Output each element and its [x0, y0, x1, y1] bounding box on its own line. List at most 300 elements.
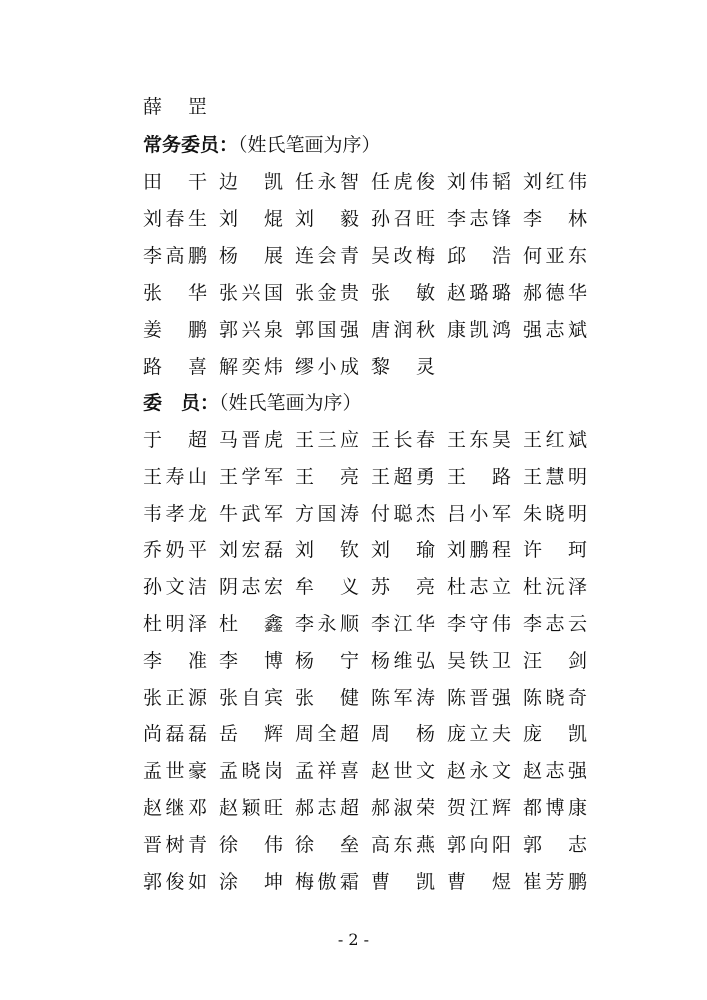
name-character: 强	[523, 319, 543, 341]
name-character: 夫	[491, 723, 511, 746]
name-character: 瑜	[415, 539, 435, 562]
member-name	[371, 462, 435, 492]
member-name	[143, 241, 207, 271]
member-name	[295, 241, 359, 271]
name-character: 吴	[447, 649, 467, 672]
name-character: 文	[165, 576, 185, 599]
name-character: 聪	[393, 502, 413, 525]
members-heading-line	[143, 388, 362, 418]
name-character: 任	[371, 171, 391, 193]
name-character: 姜	[143, 319, 163, 341]
member-name	[295, 756, 359, 786]
member-name	[523, 793, 587, 823]
name-character: 锋	[491, 208, 511, 230]
name-character: 永	[317, 171, 337, 193]
name-character: 华	[187, 282, 207, 304]
name-character: 王	[447, 429, 467, 451]
name-character: 文	[491, 760, 511, 783]
member-name	[219, 609, 283, 639]
name-character: 牛	[219, 502, 239, 525]
name-character: 杨	[371, 649, 391, 672]
name-character: 泽	[567, 576, 587, 599]
name-character: 明	[567, 502, 587, 525]
member-name	[219, 793, 283, 823]
name-character: 邱	[447, 245, 467, 267]
name-character: 鸿	[491, 319, 511, 341]
member-name	[219, 499, 283, 529]
name-character: 改	[393, 245, 413, 267]
name-character: 明	[165, 613, 185, 635]
name-character: 涂	[219, 870, 239, 893]
name-character: 高	[165, 245, 185, 267]
name-character: 守	[469, 613, 489, 635]
name-character: 晓	[241, 760, 261, 783]
member-name	[219, 352, 283, 382]
name-character: 任	[295, 171, 315, 193]
name-character: 勇	[415, 465, 435, 488]
name-character: 德	[545, 282, 565, 304]
name-character: 霜	[339, 870, 359, 893]
name-character: 向	[469, 833, 489, 856]
name-character: 顺	[339, 613, 359, 635]
member-name	[523, 204, 587, 234]
name-character: 祥	[317, 760, 337, 783]
name-character: 晋	[241, 429, 261, 451]
name-character: 刘	[447, 539, 467, 562]
standing-committee-heading: 常务委员：	[143, 134, 239, 156]
member-name	[143, 867, 207, 897]
name-character: 贺	[447, 797, 467, 819]
name-character: 岳	[219, 723, 239, 746]
name-character: 梅	[295, 870, 315, 893]
member-name	[295, 535, 359, 565]
member-name	[295, 830, 359, 860]
member-name	[295, 278, 359, 308]
member-name	[219, 167, 283, 197]
name-character: 郭	[447, 833, 467, 856]
name-character: 贵	[339, 282, 359, 304]
name-character: 喜	[187, 356, 207, 378]
name-character: 小	[469, 502, 489, 525]
name-character: 三	[317, 429, 337, 451]
name-character: 郝	[371, 797, 391, 819]
name-character: 都	[523, 797, 543, 819]
name-character: 源	[187, 686, 207, 709]
name-character: 辉	[263, 723, 283, 746]
name-character: 苏	[371, 576, 391, 599]
name-character: 立	[469, 723, 489, 746]
name-character: 李	[447, 208, 467, 230]
name-character: 阴	[219, 576, 239, 599]
name-character: 秋	[415, 319, 435, 341]
name-character: 博	[545, 797, 565, 819]
name-character: 凯	[415, 870, 435, 893]
name-character: 义	[339, 576, 359, 599]
name-character: 鑫	[263, 613, 283, 635]
name-character: 徐	[219, 833, 239, 856]
name-character: 晋	[469, 686, 489, 709]
name-character: 王	[371, 465, 391, 488]
name-character: 俊	[165, 870, 185, 893]
member-name	[219, 572, 283, 602]
member-name	[371, 278, 435, 308]
name-character: 金	[317, 282, 337, 304]
name-character: 博	[263, 649, 283, 672]
name-character: 傲	[317, 870, 337, 893]
name-character: 王	[447, 465, 467, 488]
name-character: 永	[469, 760, 489, 783]
name-character: 路	[143, 356, 163, 378]
name-character: 卫	[491, 649, 511, 672]
name-character: 陈	[447, 686, 467, 709]
name-character: 芳	[545, 870, 565, 893]
name-character: 全	[317, 723, 337, 746]
name-character: 军	[491, 502, 511, 525]
name-character: 奕	[241, 356, 261, 378]
page-number: - 2 -	[337, 930, 370, 949]
name-character: 刘	[219, 539, 239, 562]
name-character: 继	[165, 797, 185, 819]
name-character: 杜	[523, 576, 543, 599]
name-character: 准	[187, 649, 207, 672]
name-character: 燕	[415, 833, 435, 856]
member-name	[371, 425, 435, 455]
name-character: 曹	[371, 870, 391, 893]
name-character: 连	[295, 245, 315, 267]
name-character: 张	[295, 686, 315, 709]
name-character: 刘	[523, 171, 543, 193]
intro-name	[143, 92, 207, 122]
name-character: 付	[371, 502, 391, 525]
name-character: 成	[339, 356, 359, 378]
name-character: 毅	[339, 208, 359, 230]
name-character: 凯	[567, 723, 587, 746]
member-name	[143, 572, 207, 602]
member-name	[143, 278, 207, 308]
member-name	[371, 352, 435, 382]
name-character: 应	[339, 429, 359, 451]
member-name	[219, 204, 283, 234]
member-name	[371, 315, 435, 345]
member-name	[143, 609, 207, 639]
name-character: 沅	[545, 576, 565, 599]
members-heading: 委 员：	[143, 392, 220, 414]
member-name	[219, 278, 283, 308]
name-character: 郭	[219, 319, 239, 341]
member-name	[143, 830, 207, 860]
name-character: 李	[523, 613, 543, 635]
standing-committee-heading-line	[143, 130, 381, 160]
name-character: 长	[393, 429, 413, 451]
name-character: 炜	[263, 356, 283, 378]
name-character: 东	[469, 429, 489, 451]
name-character: 李	[523, 208, 543, 230]
name-character: 弘	[415, 649, 435, 672]
member-name	[523, 867, 587, 897]
name-character: 王	[523, 429, 543, 451]
name-character: 孟	[295, 760, 315, 783]
name-character: 健	[339, 686, 359, 709]
member-name	[295, 646, 359, 676]
member-name	[219, 462, 283, 492]
member-name	[371, 830, 435, 860]
name-character: 张	[371, 282, 391, 304]
name-character: 刘	[295, 208, 315, 230]
name-character: 赵	[371, 760, 391, 783]
name-character: 解	[219, 356, 239, 378]
member-name	[371, 241, 435, 271]
member-name	[219, 241, 283, 271]
name-character: 志	[241, 576, 261, 599]
member-name	[219, 535, 283, 565]
member-name	[295, 867, 359, 897]
name-character: 永	[317, 613, 337, 635]
name-character: 赵	[143, 797, 163, 819]
member-name	[143, 756, 207, 786]
member-name	[523, 278, 587, 308]
member-name	[295, 719, 359, 749]
member-name	[447, 241, 511, 271]
member-name	[371, 719, 435, 749]
member-name	[143, 646, 207, 676]
name-character: 吕	[447, 502, 467, 525]
name-character: 王	[523, 465, 543, 488]
member-name	[143, 352, 207, 382]
name-character: 康	[567, 797, 587, 819]
member-name	[447, 499, 511, 529]
name-character: 周	[371, 723, 391, 746]
name-character: 亮	[415, 576, 435, 599]
name-character: 宁	[339, 649, 359, 672]
name-character: 平	[187, 539, 207, 562]
name-character: 志	[317, 797, 337, 819]
name-character: 干	[187, 171, 207, 193]
name-character: 军	[263, 502, 283, 525]
member-name	[371, 572, 435, 602]
name-character: 涛	[415, 686, 435, 709]
name-character: 梅	[415, 245, 435, 267]
standing-committee-note: （姓氏笔画为序）	[238, 134, 381, 156]
name-character: 郭	[295, 319, 315, 341]
name-character: 灵	[415, 356, 435, 378]
name-character: 宾	[263, 686, 283, 709]
name-character: 孙	[371, 208, 391, 230]
name-character: 宏	[241, 539, 261, 562]
member-name	[143, 793, 207, 823]
name-character: 孟	[219, 760, 239, 783]
name-character: 慧	[545, 465, 565, 488]
name-character: 阳	[491, 833, 511, 856]
member-name	[523, 572, 587, 602]
member-name	[219, 646, 283, 676]
name-character: 尚	[143, 723, 163, 746]
name-character: 岗	[263, 760, 283, 783]
name-character: 刘	[295, 539, 315, 562]
name-character: 志	[545, 613, 565, 635]
name-character: 颖	[241, 797, 261, 819]
name-character: 杰	[415, 502, 435, 525]
name-character: 赵	[447, 282, 467, 304]
name-character: 召	[393, 208, 413, 230]
name-character: 赵	[219, 797, 239, 819]
name-character: 鹏	[469, 539, 489, 562]
name-character: 伟	[491, 613, 511, 635]
name-character: 韬	[491, 171, 511, 193]
member-name	[371, 535, 435, 565]
name-character: 张	[219, 282, 239, 304]
name-character: 旺	[263, 797, 283, 819]
member-name	[447, 867, 511, 897]
name-character: 国	[317, 502, 337, 525]
name-character: 邓	[187, 797, 207, 819]
name-character: 文	[415, 760, 435, 783]
member-name	[371, 499, 435, 529]
member-name	[371, 793, 435, 823]
name-character: 强	[339, 319, 359, 341]
name-character: 郝	[295, 797, 315, 819]
name-character: 树	[165, 833, 185, 856]
name-character: 志	[567, 833, 587, 856]
name-character: 罡	[187, 96, 207, 118]
member-name	[523, 830, 587, 860]
member-name	[371, 867, 435, 897]
name-character: 杜	[219, 613, 239, 635]
name-character: 兴	[241, 282, 261, 304]
member-name	[371, 204, 435, 234]
name-character: 璐	[469, 282, 489, 304]
member-name	[143, 425, 207, 455]
name-character: 伟	[567, 171, 587, 193]
name-character: 李	[447, 613, 467, 635]
name-character: 涛	[339, 502, 359, 525]
member-name	[523, 241, 587, 271]
name-character: 会	[317, 245, 337, 267]
name-character: 军	[393, 686, 413, 709]
member-name	[523, 683, 587, 713]
name-character: 鹏	[187, 245, 207, 267]
member-name	[295, 315, 359, 345]
member-name	[371, 683, 435, 713]
name-character: 陈	[371, 686, 391, 709]
name-character: 泽	[187, 613, 207, 635]
name-character: 江	[469, 797, 489, 819]
name-character: 李	[143, 245, 163, 267]
member-name	[143, 535, 207, 565]
member-name	[447, 535, 511, 565]
name-character: 汪	[523, 649, 543, 672]
member-name	[219, 425, 283, 455]
name-character: 赵	[523, 760, 543, 783]
name-character: 志	[469, 576, 489, 599]
member-name	[523, 535, 587, 565]
name-character: 亮	[339, 465, 359, 488]
member-name	[447, 646, 511, 676]
name-character: 虎	[263, 429, 283, 451]
name-character: 春	[165, 208, 185, 230]
name-character: 展	[263, 245, 283, 267]
name-character: 于	[143, 429, 163, 451]
name-character: 昊	[491, 429, 511, 451]
member-name	[447, 719, 511, 749]
member-name	[143, 204, 207, 234]
name-character: 志	[469, 208, 489, 230]
name-character: 润	[393, 319, 413, 341]
member-name	[371, 167, 435, 197]
member-name	[523, 167, 587, 197]
name-character: 洁	[187, 576, 207, 599]
name-character: 斌	[567, 319, 587, 341]
name-character: 凯	[263, 171, 283, 193]
member-name	[447, 278, 511, 308]
name-character: 郝	[523, 282, 543, 304]
name-character: 王	[143, 465, 163, 488]
member-name	[523, 462, 587, 492]
name-character: 周	[295, 723, 315, 746]
name-character: 超	[187, 429, 207, 451]
name-character: 红	[545, 429, 565, 451]
member-name	[143, 719, 207, 749]
name-character: 庞	[447, 723, 467, 746]
name-character: 刘	[143, 208, 163, 230]
name-character: 郭	[143, 870, 163, 893]
name-character: 晓	[545, 686, 565, 709]
member-name	[295, 204, 359, 234]
name-character: 晓	[545, 502, 565, 525]
name-character: 江	[393, 613, 413, 635]
name-character: 剑	[567, 649, 587, 672]
member-name	[447, 683, 511, 713]
member-name	[371, 609, 435, 639]
name-character: 如	[187, 870, 207, 893]
name-character: 乔	[143, 539, 163, 562]
name-character: 志	[545, 319, 565, 341]
name-character: 杨	[415, 723, 435, 746]
name-character: 晋	[143, 833, 163, 856]
name-character: 奇	[567, 686, 587, 709]
name-character: 垒	[339, 833, 359, 856]
member-name	[143, 462, 207, 492]
name-character: 学	[241, 465, 261, 488]
name-character: 自	[241, 686, 261, 709]
name-character: 豪	[187, 760, 207, 783]
name-character: 泉	[263, 319, 283, 341]
name-character: 杜	[143, 613, 163, 635]
name-character: 孟	[143, 760, 163, 783]
name-character: 杜	[447, 576, 467, 599]
member-name	[447, 462, 511, 492]
name-character: 煜	[491, 870, 511, 893]
name-character: 刘	[219, 208, 239, 230]
name-character: 路	[491, 465, 511, 488]
member-name	[219, 315, 283, 345]
name-character: 黎	[371, 356, 391, 378]
name-character: 磊	[165, 723, 185, 746]
name-character: 东	[567, 245, 587, 267]
name-character: 田	[143, 171, 163, 193]
member-name	[523, 609, 587, 639]
name-character: 鹏	[187, 319, 207, 341]
member-name	[523, 756, 587, 786]
member-name	[371, 756, 435, 786]
name-character: 敏	[415, 282, 435, 304]
member-name	[523, 315, 587, 345]
name-character: 铁	[469, 649, 489, 672]
name-character: 韦	[143, 502, 163, 525]
name-character: 红	[545, 171, 565, 193]
name-character: 张	[143, 282, 163, 304]
member-name	[219, 756, 283, 786]
member-name	[295, 499, 359, 529]
